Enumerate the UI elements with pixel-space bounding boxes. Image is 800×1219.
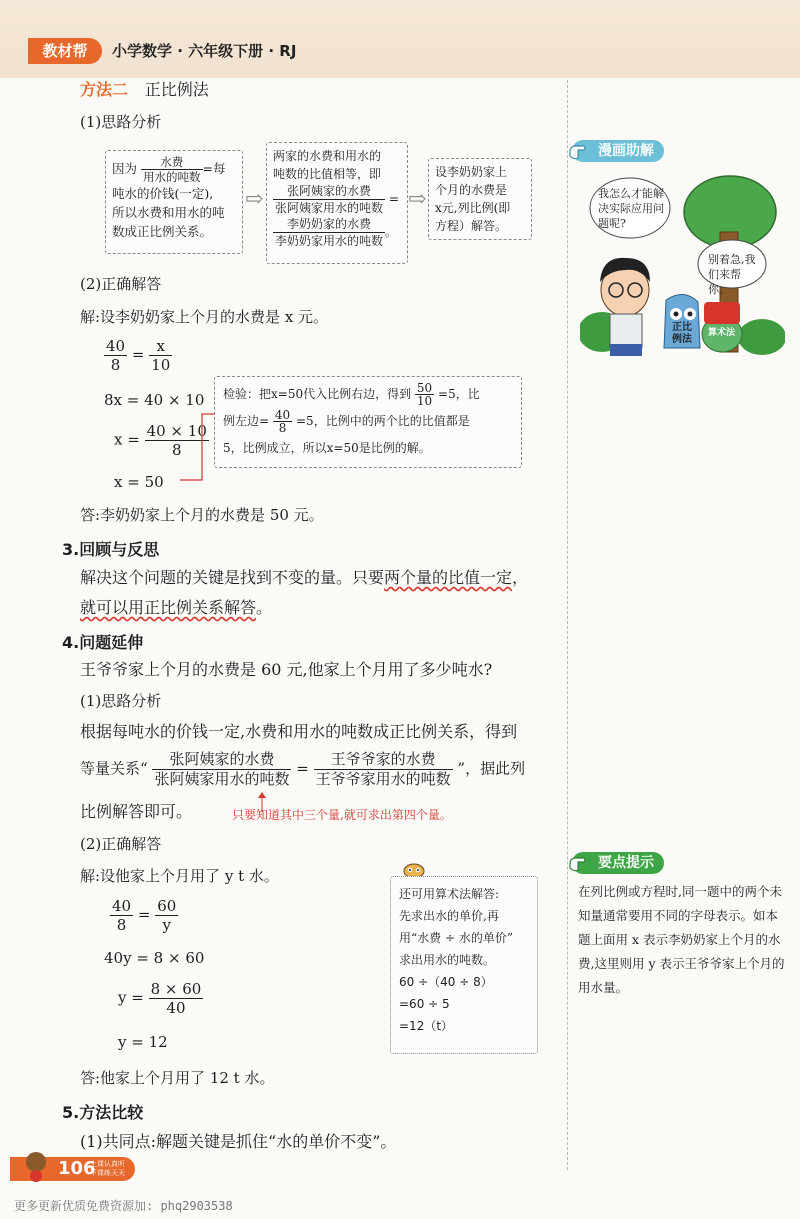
box3-line3: x元,列比例(即 [435, 201, 511, 215]
equation-2: 8x = 40 × 10 [104, 391, 205, 409]
box1-frac-den: 用水的吨数 [143, 170, 201, 184]
s3-p2b: 。 [256, 598, 273, 617]
s4-thinking-label: (1)思路分析 [80, 692, 162, 710]
column-divider [567, 80, 568, 1170]
s4-equal-relation [80, 750, 525, 789]
s4-eqrel-post: ”，据此列 [457, 759, 526, 778]
s4-eq3-frac [149, 980, 204, 1017]
eq1-left [104, 337, 127, 374]
alt-l5: 60 ÷（40 ÷ 8） [399, 975, 493, 989]
s4-eq3-num: 8 × 60 [150, 980, 202, 998]
check-frac-2 [273, 409, 292, 434]
s4-f1-num: 张阿姨家的水费 [152, 750, 291, 770]
s4-f1-den: 张阿姨家用水的吨数 [154, 770, 290, 788]
check-l2a: 例左边= [223, 414, 270, 428]
eq1-l-num: 40 [106, 337, 126, 355]
s4-f2-num: 王爷爷家的水费 [314, 750, 453, 770]
s4-eq1-r-den: y [162, 916, 172, 934]
equation-1 [104, 337, 172, 374]
section-3-para-2 [80, 598, 272, 618]
s4-para-3: 比例解答即可。 [80, 802, 193, 821]
box1-pre: 因为 [112, 161, 138, 176]
box2-line1: 两家的水费和用水的 [273, 149, 382, 163]
hand-pointer-icon [566, 138, 588, 164]
box2-line2: 吨数的比值相等，即 [273, 167, 382, 181]
alt-l4: 求出用水的吨数。 [399, 953, 496, 967]
check-f1-den: 10 [416, 394, 433, 408]
final-answer-1: 答:李奶奶家上个月的水费是 50 元。 [80, 506, 324, 524]
eq1-right [149, 337, 172, 374]
box2-end: 。 [385, 225, 398, 239]
s4-eq1-l-den: 8 [116, 916, 127, 934]
alt-method-box [390, 876, 538, 1054]
s4-equation-1 [110, 897, 178, 934]
section-4-heading: 4.问题延伸 [62, 633, 144, 652]
method2-name: 正比例法 [144, 80, 209, 99]
char1-label: 正比例法 [672, 322, 692, 345]
eq1-eq: = [131, 345, 145, 364]
reasoning-box-1 [105, 150, 243, 254]
footer-slogan [90, 1160, 125, 1178]
s4-eq1-l-num: 40 [112, 897, 132, 915]
check-f2-den: 8 [278, 421, 287, 435]
s4-eq1-eq: = [137, 905, 151, 924]
method2-label: 方法二 [80, 80, 129, 99]
check-l1a: 检验：把x=50代入比例右边，得到 [223, 387, 412, 401]
footer-slogan-2: 下课练天天 [90, 1169, 125, 1177]
box3-line1: 设李奶奶家上 [435, 165, 508, 179]
alt-l6: =60 ÷ 5 [399, 997, 450, 1011]
eq3-num: 40 × 10 [146, 422, 207, 440]
hand-pointer-icon [566, 850, 588, 876]
s4-para-1: 根据每吨水的价钱一定,水费和用水的吨数成正比例关系，得到 [80, 722, 518, 741]
s4-eq: = [296, 759, 309, 778]
section-4-question: 王爷爷家上个月的水费是 60 元,他家上个月用了多少吨水? [80, 660, 493, 679]
box2-frac1-num: 张阿姨家的水费 [273, 183, 385, 200]
alt-l7: =12（t） [399, 1019, 454, 1033]
check-box [214, 376, 522, 468]
section-5-para-1: (1)共同点:解题关键是抓住“水的单价不变”。 [80, 1132, 397, 1151]
s4-f2-den: 王爷爷家用水的吨数 [315, 770, 451, 788]
eq1-l-den: 8 [110, 356, 121, 374]
box3-line4: 方程）解答。 [435, 219, 508, 233]
comic-tag-label: 漫画助解 [598, 143, 654, 159]
eq3-den: 8 [171, 441, 182, 459]
box1-post: =每 [202, 161, 226, 176]
s4-eq1-right [155, 897, 178, 934]
s4-eq3-lhs: y = [118, 988, 144, 1007]
comic-bubble-1: 我怎么才能解决实际应用问题呢? [598, 187, 664, 230]
alt-l1: 还可用算术法解答: [399, 887, 500, 901]
box2-fraction-1 [273, 183, 385, 216]
page-number: 106 [10, 1157, 135, 1181]
header-badge: 教材帮 [28, 38, 102, 64]
box3-line2: 个月的水费是 [435, 183, 508, 197]
method2-heading [80, 80, 209, 100]
s4-eq1-r-num: 60 [157, 897, 177, 915]
book-title: 小学数学 · 六年级下册 · RJ [112, 42, 297, 60]
section-3-heading: 3.回顾与反思 [62, 540, 160, 559]
box1-frac-num: 水费 [141, 155, 203, 170]
footer-slogan-1: 上课认真听 [90, 1160, 125, 1168]
answer-label: (2)正确解答 [80, 275, 162, 293]
box1-fraction [141, 155, 203, 184]
arrow-right-icon: ⇨ [245, 187, 264, 212]
box2-frac2-den: 李奶奶家用水的吨数 [275, 234, 384, 248]
s4-eqrel-pre: 等量关系“ [80, 759, 148, 778]
s3-p1-underlined: 两个量的比值一定 [384, 568, 513, 587]
box2-eq: = [388, 192, 399, 206]
s4-equation-2: 40y = 8 × 60 [104, 949, 205, 967]
s4-equation-3 [118, 980, 203, 1017]
equation-4: x = 50 [114, 473, 164, 491]
s3-p2-underlined: 就可以用正比例关系解答 [80, 598, 257, 617]
check-frac-1 [415, 382, 434, 407]
s4-frac-2 [314, 750, 453, 789]
s4-equation-4: y = 12 [118, 1033, 168, 1051]
check-l3: 5，比例成立，所以x=50是比例的解。 [223, 441, 431, 455]
box1-line4: 数成正比例关系。 [112, 224, 213, 239]
char2-label: 算术法 [708, 328, 736, 338]
reasoning-box-2 [266, 142, 408, 264]
section-5-heading: 5.方法比较 [62, 1103, 144, 1122]
box2-frac1-den: 张阿姨家用水的吨数 [275, 201, 384, 215]
s4-answer-label: (2)正确解答 [80, 835, 162, 853]
s4-eq3-den: 40 [166, 999, 186, 1017]
header-bar [0, 0, 800, 78]
box2-fraction-2 [273, 216, 385, 249]
eq3-lhs: x = [114, 430, 140, 449]
s3-p1a: 解决这个问题的关键是找到不变的量。只要 [80, 568, 385, 587]
alt-l2: 先求出水的单价,再 [399, 909, 499, 923]
box1-line2: 吨水的价钱(一定), [112, 186, 214, 201]
box1-line3: 所以水费和用水的吨 [112, 205, 225, 220]
eq1-r-num: x [149, 337, 172, 356]
check-f1-num: 50 [416, 381, 433, 395]
solve-intro: 解:设李奶奶家上个月的水费是 x 元。 [80, 308, 329, 326]
s4-eq1-left [110, 897, 133, 934]
final-answer-2: 答:他家上个月用了 12 t 水。 [80, 1069, 275, 1087]
eq1-r-den: 10 [151, 356, 171, 374]
s4-frac-1 [152, 750, 291, 789]
s4-solve-intro: 解:设他家上个月用了 y t 水。 [80, 867, 279, 885]
comic-bubble-2: 别着急,我们来帮你。 [708, 253, 756, 296]
section-3-para-1 [80, 568, 528, 588]
check-l2b: =5，比例中的两个比的比值都是 [296, 414, 470, 428]
s4-note: 只要知道其中三个量,就可求出第四个量。 [232, 808, 452, 822]
mascot-icon [22, 1150, 50, 1182]
thinking-label: (1)思路分析 [80, 113, 162, 131]
check-l1b: =5，比 [438, 387, 480, 401]
check-f2-num: 40 [274, 408, 291, 422]
alt-l3: 用“水费 ÷ 水的单价” [399, 931, 513, 945]
reasoning-box-3 [428, 158, 532, 240]
arrow-right-icon: ⇨ [408, 187, 427, 212]
watermark: 更多更新优质免费资源加: phq2903538 [14, 1199, 233, 1213]
box2-frac2-num: 李奶奶家的水费 [273, 216, 385, 233]
tip-tag-label: 要点提示 [598, 855, 654, 871]
tip-text: 在列比例或方程时,同一题中的两个未知量通常要用不同的字母表示。如本题上面用 x 表示李奶奶家上个月的水费,这里则用 y 表示王爷爷家上个月的用水量。 [578, 884, 785, 995]
s3-p1b: ， [512, 568, 529, 587]
